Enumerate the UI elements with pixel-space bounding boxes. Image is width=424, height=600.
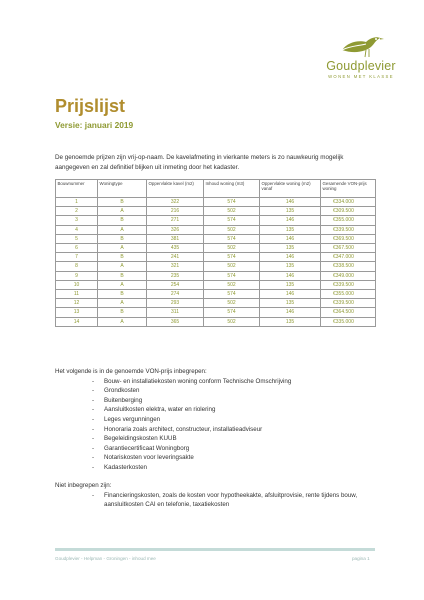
header-oppervlakte-woning: Oppervlakte woning (m2) vanaf bbox=[260, 180, 321, 198]
header-inhoud-woning: Inhoud woning (m3) bbox=[204, 180, 260, 198]
table-row bbox=[56, 225, 376, 234]
table-cell: 574 bbox=[204, 290, 260, 299]
footer-left-text: Goudplevier - Helpman - Groningen - inhoud mee bbox=[55, 556, 156, 561]
list-item bbox=[55, 434, 375, 444]
bullet-dash: - bbox=[92, 425, 95, 433]
bullet-dash: - bbox=[92, 387, 95, 395]
table-cell: 502 bbox=[204, 244, 260, 253]
table-row bbox=[56, 216, 376, 225]
table-cell: 9 bbox=[56, 271, 98, 280]
table-row bbox=[56, 198, 376, 207]
goudplevier-logo bbox=[320, 28, 402, 79]
table-row bbox=[56, 234, 376, 243]
table-cell: 13 bbox=[56, 308, 98, 317]
table-cell: 502 bbox=[204, 280, 260, 289]
list-item bbox=[55, 491, 375, 510]
bullet-dash: - bbox=[92, 491, 95, 499]
list-item bbox=[55, 377, 375, 387]
version-label: Versie: januari 2019 bbox=[55, 120, 134, 130]
plover-bird-icon bbox=[336, 28, 386, 58]
list-item-text: Aansluitkosten elektra, water en riolering bbox=[104, 406, 216, 414]
list-item bbox=[55, 444, 375, 454]
table-cell: 6 bbox=[56, 244, 98, 253]
table-row bbox=[56, 244, 376, 253]
table-row bbox=[56, 280, 376, 289]
bullet-dash: - bbox=[92, 415, 95, 423]
table-cell: 135 bbox=[260, 299, 321, 308]
price-table-body bbox=[56, 198, 376, 327]
table-cell: 5 bbox=[56, 234, 98, 243]
table-cell: 502 bbox=[204, 225, 260, 234]
table-cell: A bbox=[98, 207, 147, 216]
table-cell: 502 bbox=[204, 207, 260, 216]
table-cell: 146 bbox=[260, 308, 321, 317]
table-cell: 241 bbox=[147, 253, 204, 262]
table-cell: 3 bbox=[56, 216, 98, 225]
list-item-text: Leges vergunningen bbox=[104, 415, 161, 423]
bullet-dash: - bbox=[92, 396, 95, 404]
table-cell: €335.000 bbox=[321, 317, 376, 326]
list-item-text: Financieringskosten, zoals de kosten voor hypotheekakte, afsluitprovisie, rente tijdens bouw, aansluitkosten CAI en telefonie, taxatiekosten bbox=[104, 491, 358, 509]
table-cell: 322 bbox=[147, 198, 204, 207]
bullet-dash: - bbox=[92, 454, 95, 462]
list-item bbox=[55, 425, 375, 435]
table-cell: B bbox=[98, 198, 147, 207]
bullet-dash: - bbox=[92, 377, 95, 385]
table-cell: 574 bbox=[204, 234, 260, 243]
list-item bbox=[55, 453, 375, 463]
table-cell: 274 bbox=[147, 290, 204, 299]
table-cell: B bbox=[98, 216, 147, 225]
table-cell: 381 bbox=[147, 234, 204, 243]
table-cell: 365 bbox=[147, 317, 204, 326]
table-cell: A bbox=[98, 317, 147, 326]
table-cell: 135 bbox=[260, 207, 321, 216]
excluded-section bbox=[55, 481, 375, 510]
list-item-text: Kadasterkosten bbox=[104, 463, 147, 471]
table-cell: 574 bbox=[204, 198, 260, 207]
table-cell: 146 bbox=[260, 253, 321, 262]
table-cell: €339.500 bbox=[321, 225, 376, 234]
table-cell: €355.000 bbox=[321, 216, 376, 225]
table-cell: 502 bbox=[204, 317, 260, 326]
table-cell: A bbox=[98, 225, 147, 234]
table-cell: €339.500 bbox=[321, 280, 376, 289]
footer-divider bbox=[55, 548, 375, 551]
table-cell: €309.500 bbox=[321, 207, 376, 216]
bullet-dash: - bbox=[92, 435, 95, 443]
table-cell: A bbox=[98, 262, 147, 271]
list-item bbox=[55, 386, 375, 396]
table-cell: €367.500 bbox=[321, 244, 376, 253]
table-cell: 271 bbox=[147, 216, 204, 225]
table-row bbox=[56, 317, 376, 326]
included-lead: Het volgende is in de genoemde VON-prijs inbegrepen: bbox=[55, 368, 207, 375]
table-cell: 10 bbox=[56, 280, 98, 289]
table-cell: 135 bbox=[260, 280, 321, 289]
price-table bbox=[55, 179, 376, 327]
table-cell: 11 bbox=[56, 290, 98, 299]
header-bouwnummer: Bouwnummer bbox=[56, 180, 98, 198]
table-cell: 235 bbox=[147, 271, 204, 280]
table-cell: €338.500 bbox=[321, 262, 376, 271]
table-row bbox=[56, 308, 376, 317]
table-row bbox=[56, 253, 376, 262]
table-cell: 135 bbox=[260, 317, 321, 326]
table-cell: €347.000 bbox=[321, 253, 376, 262]
table-cell: 135 bbox=[260, 262, 321, 271]
table-cell: 135 bbox=[260, 225, 321, 234]
table-cell: 135 bbox=[260, 244, 321, 253]
table-cell: 146 bbox=[260, 198, 321, 207]
bullet-dash: - bbox=[92, 463, 95, 471]
table-cell: B bbox=[98, 290, 147, 299]
table-cell: 7 bbox=[56, 253, 98, 262]
table-cell: B bbox=[98, 271, 147, 280]
list-item bbox=[55, 463, 375, 473]
included-list bbox=[55, 377, 375, 473]
table-cell: 254 bbox=[147, 280, 204, 289]
intro-paragraph: De genoemde prijzen zijn vrij-op-naam. De kavelafmeting in vierkante meters is zo nauwkeurig mogelijk aangegeven en zal definitief blijken uit inmeting door het kadaster. bbox=[55, 154, 344, 171]
excluded-list bbox=[55, 491, 375, 510]
header-oppervlakte-kavel: Oppervlakte kavel (m2) bbox=[147, 180, 204, 198]
table-cell: €339.500 bbox=[321, 299, 376, 308]
table-cell: €364.500 bbox=[321, 308, 376, 317]
bullet-dash: - bbox=[92, 406, 95, 414]
table-cell: 311 bbox=[147, 308, 204, 317]
list-item-text: Grondkosten bbox=[104, 387, 140, 395]
table-cell: €349.000 bbox=[321, 271, 376, 280]
table-cell: 146 bbox=[260, 290, 321, 299]
table-cell: 4 bbox=[56, 225, 98, 234]
header-woningtype: Woningtype bbox=[98, 180, 147, 198]
table-cell: 146 bbox=[260, 271, 321, 280]
table-cell: B bbox=[98, 234, 147, 243]
table-row bbox=[56, 299, 376, 308]
included-section bbox=[55, 367, 375, 473]
table-row bbox=[56, 262, 376, 271]
table-cell: €334.000 bbox=[321, 198, 376, 207]
table-cell: 146 bbox=[260, 234, 321, 243]
table-cell: A bbox=[98, 280, 147, 289]
table-cell: €369.500 bbox=[321, 234, 376, 243]
table-cell: 2 bbox=[56, 207, 98, 216]
table-cell: 14 bbox=[56, 317, 98, 326]
table-cell: 146 bbox=[260, 216, 321, 225]
table-cell: 12 bbox=[56, 299, 98, 308]
table-cell: 502 bbox=[204, 262, 260, 271]
table-cell: A bbox=[98, 244, 147, 253]
list-item-text: Honoraria zoals architect, constructeur, installatieadviseur bbox=[104, 425, 263, 433]
table-cell: 8 bbox=[56, 262, 98, 271]
page-title: Prijslijst bbox=[55, 96, 126, 116]
table-cell: 435 bbox=[147, 244, 204, 253]
table-cell: 1 bbox=[56, 198, 98, 207]
list-item-text: Bouw- en installatiekosten woning conform Technische Omschrijving bbox=[104, 377, 292, 385]
list-item bbox=[55, 396, 375, 406]
table-cell: 574 bbox=[204, 253, 260, 262]
table-cell: €355.000 bbox=[321, 290, 376, 299]
table-cell: B bbox=[98, 308, 147, 317]
list-item-text: Buitenberging bbox=[104, 396, 143, 404]
bullet-dash: - bbox=[92, 444, 95, 452]
logo-name: Goudplevier bbox=[326, 59, 396, 73]
table-cell: 326 bbox=[147, 225, 204, 234]
table-cell: B bbox=[98, 253, 147, 262]
table-row bbox=[56, 271, 376, 280]
footer-page-number: pagina 1 bbox=[352, 556, 370, 561]
table-cell: 216 bbox=[147, 207, 204, 216]
list-item bbox=[55, 405, 375, 415]
table-cell: 293 bbox=[147, 299, 204, 308]
table-cell: 502 bbox=[204, 299, 260, 308]
header-von-prijs: Gesamende VON-prijs woning bbox=[321, 180, 376, 198]
table-cell: 574 bbox=[204, 271, 260, 280]
list-item-text: Notariskosten voor leveringsakte bbox=[104, 454, 194, 462]
list-item bbox=[55, 415, 375, 425]
logo-tagline: WONEN MET KLASSE bbox=[328, 74, 394, 79]
table-cell: 574 bbox=[204, 216, 260, 225]
table-cell: 321 bbox=[147, 262, 204, 271]
table-row bbox=[56, 290, 376, 299]
excluded-lead: Niet inbegrepen zijn: bbox=[55, 482, 112, 489]
price-table-header-row bbox=[56, 180, 376, 198]
list-item-text: Garantiecertificaat Woningborg bbox=[104, 444, 190, 452]
table-cell: 574 bbox=[204, 308, 260, 317]
list-item-text: Begeleidingskosten KUUB bbox=[104, 435, 177, 443]
table-row bbox=[56, 207, 376, 216]
table-cell: A bbox=[98, 299, 147, 308]
